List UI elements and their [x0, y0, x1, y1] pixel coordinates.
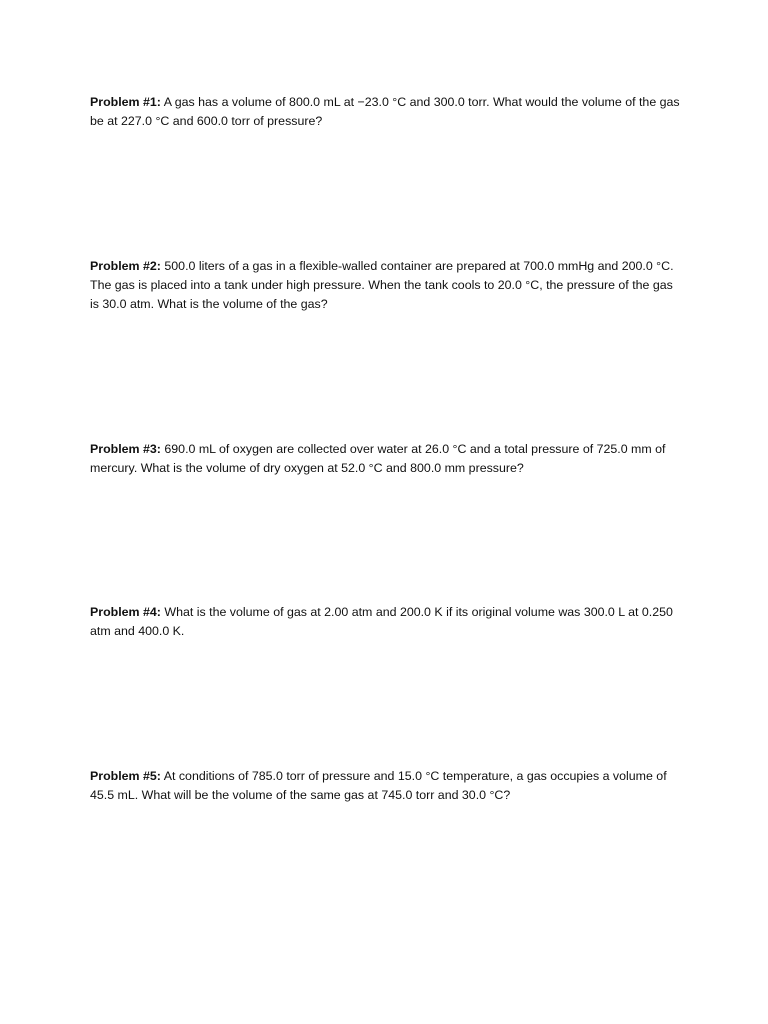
problem-5-label: Problem #5: — [90, 769, 161, 783]
problem-2 — [90, 257, 682, 314]
problem-5-text: At conditions of 785.0 torr of pressure and 15.0 °C temperature, a gas occupies a volume of 45.5 mL. What will be the volume of the same gas at 745.0 torr and 30.0 °C? — [90, 769, 667, 802]
problem-2-text: 500.0 liters of a gas in a flexible-walled container are prepared at 700.0 mmHg and 200.0 °C. The gas is placed into a tank under high pressure. When the tank cools to 20.0 °C, the pressure of the gas is 30.0 atm. What is the volume of the gas? — [90, 259, 674, 311]
problem-3-text: 690.0 mL of oxygen are collected over water at 26.0 °C and a total pressure of 725.0 mm of mercury. What is the volume of dry oxygen at 52.0 °C and 800.0 mm pressure? — [90, 442, 666, 475]
problem-3-label: Problem #3: — [90, 442, 161, 456]
problem-1-text: A gas has a volume of 800.0 mL at −23.0 °C and 300.0 torr. What would the volume of the gas be at 227.0 °C and 600.0 torr of pressure? — [90, 95, 680, 128]
problem-4 — [90, 603, 682, 641]
problem-5 — [90, 767, 682, 805]
problem-2-label: Problem #2: — [90, 259, 161, 273]
problem-1-label: Problem #1: — [90, 95, 161, 109]
problem-4-label: Problem #4: — [90, 605, 161, 619]
problem-3 — [90, 440, 682, 478]
problem-1 — [90, 93, 682, 131]
problem-4-text: What is the volume of gas at 2.00 atm and 200.0 K if its original volume was 300.0 L at 0.250 atm and 400.0 K. — [90, 605, 673, 638]
